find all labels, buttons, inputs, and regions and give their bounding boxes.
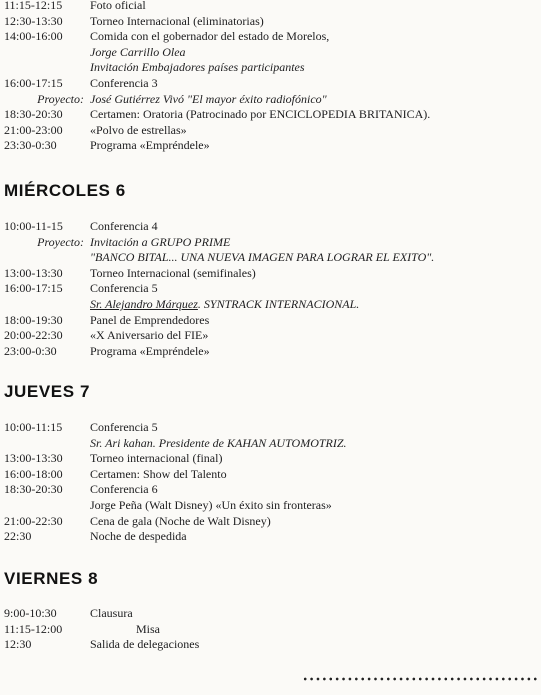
event-cell: «X Aniversario del FIE» (90, 328, 209, 343)
time-cell: 16:00-18:00 (4, 466, 63, 481)
event-cell (90, 297, 359, 313)
time-cell: 21:00-22:30 (4, 513, 63, 528)
event-cell: Conferencia 6 (90, 482, 158, 497)
time-cell: 14:00-16:00 (4, 29, 63, 44)
speaker-company: . SYNTRACK INTERNACIONAL. (197, 296, 360, 311)
schedule-row (4, 92, 540, 108)
event-cell: Foto oficial (90, 0, 146, 12)
schedule-block-wednesday (4, 219, 540, 359)
schedule-row (4, 467, 540, 483)
event-cell: Programa «Empréndele» (90, 343, 210, 358)
schedule-row (4, 344, 540, 360)
event-cell: Programa «Empréndele» (90, 138, 210, 153)
time-cell: 22:30 (4, 529, 32, 544)
schedule-row (4, 498, 540, 514)
schedule-row (4, 328, 540, 344)
schedule-row (4, 297, 540, 313)
schedule-row (4, 123, 540, 139)
schedule-block-thursday (4, 420, 540, 545)
project-label: Proyecto: (37, 234, 84, 249)
schedule-row (4, 606, 540, 622)
schedule-row (4, 451, 540, 467)
project-label: Proyecto: (37, 91, 84, 106)
schedule-row (4, 138, 540, 154)
event-cell: Panel de Emprendedores (90, 312, 210, 327)
schedule-row (4, 235, 540, 251)
time-cell: 18:30-20:30 (4, 107, 63, 122)
event-cell: Clausura (90, 606, 133, 620)
schedule-row (4, 250, 540, 266)
schedule-row (4, 45, 540, 61)
schedule-row (4, 107, 540, 123)
time-cell: 16:00-17:15 (4, 75, 63, 90)
event-cell: Noche de despedida (90, 529, 187, 544)
event-cell: Torneo internacional (final) (90, 451, 223, 466)
time-cell: 20:00-22:30 (4, 328, 63, 343)
event-cell: Torneo Internacional (semifinales) (90, 265, 256, 280)
schedule-row (4, 219, 540, 235)
schedule-row (4, 436, 540, 452)
event-cell: Sr. Ari kahan. Presidente de KAHAN AUTOMOTRIZ. (90, 435, 347, 450)
time-cell: 10:00-11:15 (4, 420, 63, 434)
speaker-name: Sr. Alejandro Márquez (90, 296, 198, 311)
event-cell: Misa (136, 621, 160, 636)
schedule-row (4, 529, 540, 545)
event-cell: Invitación Embajadores países participantes (90, 60, 305, 75)
event-cell: Conferencia 3 (90, 75, 158, 90)
event-cell: Conferencia 4 (90, 219, 158, 233)
schedule-row (4, 313, 540, 329)
schedule-block-previous-day (4, 0, 540, 154)
day-heading-thursday: JUEVES 7 (4, 382, 91, 401)
schedule-row (4, 482, 540, 498)
schedule-block-friday (4, 606, 540, 653)
event-cell: «Polvo de estrellas» (90, 122, 187, 137)
time-cell: 11:15-12:00 (4, 621, 63, 636)
schedule-row (4, 60, 540, 76)
time-cell: 12:30-13:30 (4, 13, 63, 28)
event-cell: Salida de delegaciones (90, 637, 200, 652)
schedule-row (4, 266, 540, 282)
time-cell: 18:00-19:30 (4, 312, 63, 327)
time-cell: 9:00-10:30 (4, 606, 57, 620)
time-cell: 16:00-17:15 (4, 281, 63, 296)
event-cell: Comida con el gobernador del estado de Morelos, (90, 29, 330, 44)
time-cell: 21:00-23:00 (4, 122, 63, 137)
schedule-row (4, 420, 540, 436)
schedule-row (4, 622, 540, 638)
schedule-row (4, 514, 540, 530)
schedule-row (4, 29, 540, 45)
schedule-row (4, 637, 540, 653)
day-heading-friday: VIERNES 8 (4, 569, 99, 588)
event-cell: Jorge Peña (Walt Disney) «Un éxito sin fronteras» (90, 497, 332, 512)
event-cell: José Gutiérrez Vivó "El mayor éxito radiofónico" (90, 91, 327, 106)
event-cell: Certamen: Show del Talento (90, 466, 227, 481)
event-cell: Certamen: Oratoria (Patrocinado por ENCICLOPEDIA BRITANICA). (90, 107, 431, 122)
time-cell: 11:15-12:15 (4, 0, 63, 12)
time-cell: 13:00-13:30 (4, 265, 63, 280)
schedule-row (4, 281, 540, 297)
event-cell: Invitación a GRUPO PRIME (90, 234, 231, 249)
time-cell: 18:30-20:30 (4, 482, 63, 497)
time-cell: 23:30-0:30 (4, 138, 57, 153)
schedule-row (4, 76, 540, 92)
time-cell: 23:00-0:30 (4, 343, 57, 358)
event-cell: Conferencia 5 (90, 420, 158, 434)
event-cell: "BANCO BITAL... UNA NUEVA IMAGEN PARA LOGRAR EL EXITO". (90, 250, 435, 265)
dotted-divider (302, 677, 538, 681)
time-cell: 10:00-11-15 (4, 219, 63, 233)
time-cell: 12:30 (4, 637, 32, 652)
time-cell: 13:00-13:30 (4, 451, 63, 466)
event-cell: Conferencia 5 (90, 281, 158, 296)
schedule-row (4, 0, 540, 14)
event-cell: Torneo Internacional (eliminatorias) (90, 13, 264, 28)
event-cell: Jorge Carrillo Olea (90, 44, 186, 59)
day-heading-wednesday: MIÉRCOLES 6 (4, 181, 126, 200)
event-cell: Cena de gala (Noche de Walt Disney) (90, 513, 271, 528)
schedule-row (4, 14, 540, 30)
